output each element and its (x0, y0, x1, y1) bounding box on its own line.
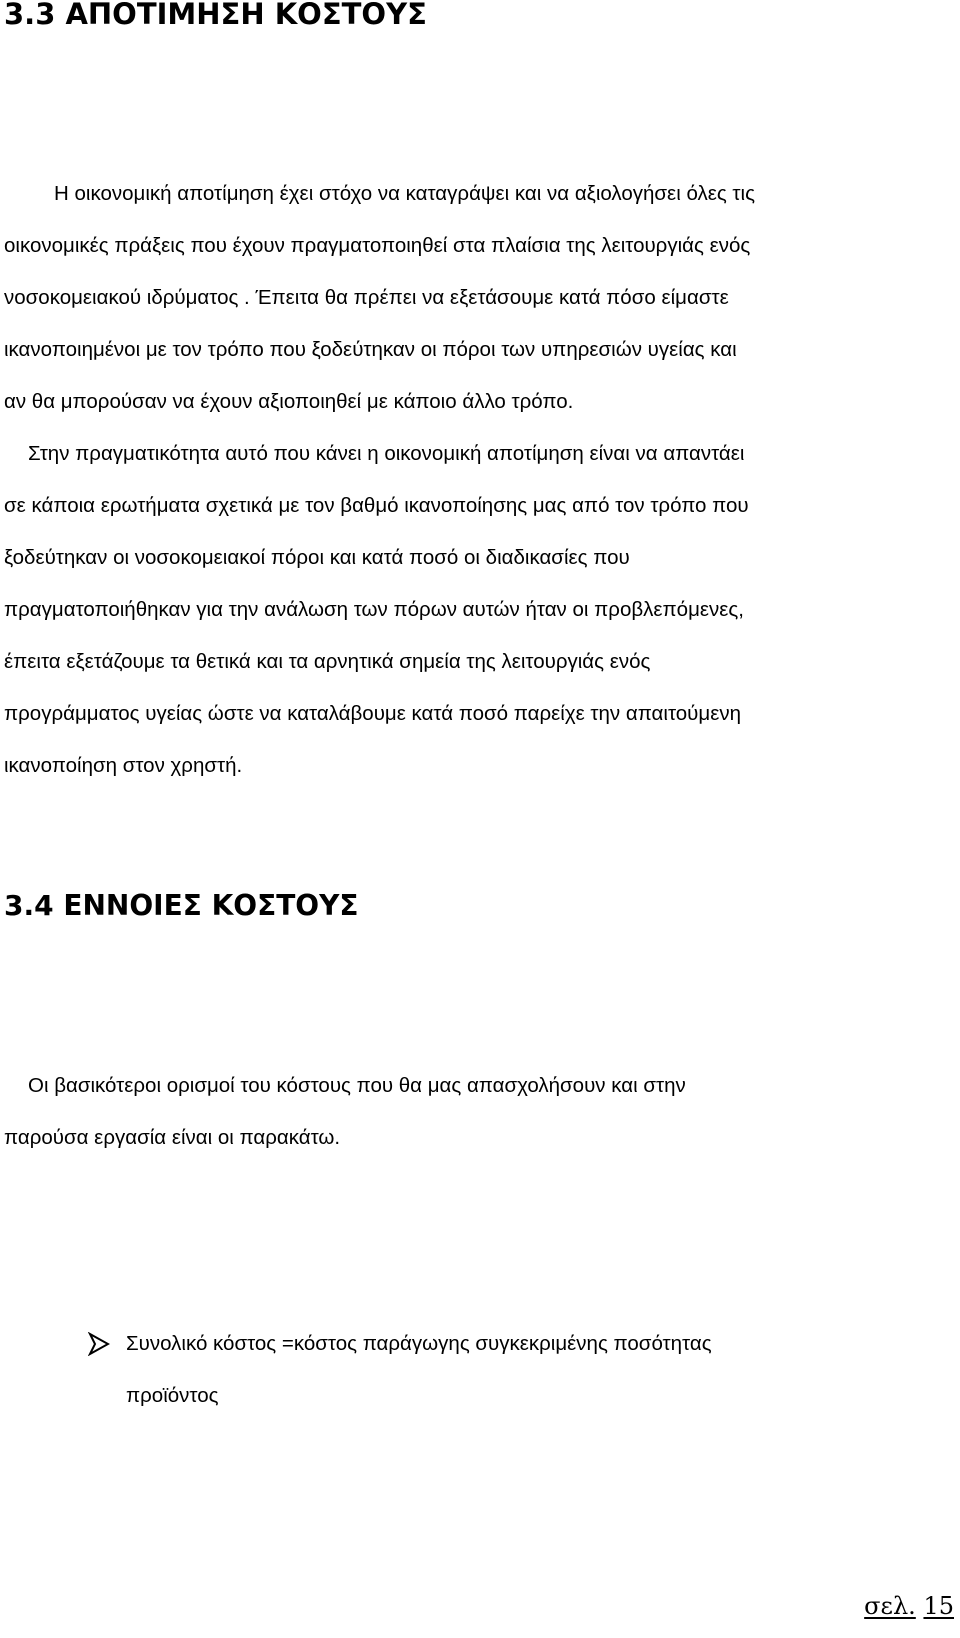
arrowhead-bullet-icon (88, 1332, 110, 1356)
paragraph-line: αν θα μπορούσαν να έχουν αξιοποιηθεί με κάποιο άλλο τρόπο. (4, 390, 574, 413)
bullet-line: προϊόντος (126, 1384, 219, 1407)
paragraph-line: πραγματοποιήθηκαν για την ανάλωση των πόρων αυτών ήταν οι προβλεπόμενες, (4, 598, 744, 621)
page-label: σελ. (864, 1592, 916, 1620)
page-number (864, 1590, 954, 1622)
section-3-3-paragraph-1 (4, 168, 956, 428)
paragraph-line: νοσοκομειακού ιδρύματος . Έπειτα θα πρέπει να εξετάσουμε κατά πόσο είμαστε (4, 286, 729, 309)
page-number-value: 15 (923, 1592, 954, 1620)
section-3-4-paragraph-1 (4, 1060, 956, 1164)
paragraph-line: έπειτα εξετάζουμε τα θετικά και τα αρνητικά σημεία της λειτουργιάς ενός (4, 650, 651, 673)
bullet-line: Συνολικό κόστος =κόστος παράγωγης συγκεκριμένης ποσότητας (126, 1332, 712, 1355)
paragraph-line: προγράμματος υγείας ώστε να καταλάβουμε κατά ποσό παρείχε την απαιτούμενη (4, 702, 741, 725)
paragraph-line: ξοδεύτηκαν οι νοσοκομειακοί πόροι και κατά ποσό οι διαδικασίες που (4, 546, 630, 569)
paragraph-line: παρούσα εργασία είναι οι παρακάτω. (4, 1126, 341, 1149)
bullet-text (126, 1318, 946, 1422)
section-3-3-heading: 3.3 ΑΠΟΤΙΜΗΣΗ ΚΟΣΤΟΥΣ (4, 0, 427, 31)
paragraph-line: Στην πραγματικότητα αυτό που κάνει η οικονομική αποτίμηση είναι να απαντάει (28, 442, 745, 465)
paragraph-line: ικανοποίηση στον χρηστή. (4, 754, 243, 777)
section-3-4-heading: 3.4 ΕΝΝΟΙΕΣ ΚΟΣΤΟΥΣ (4, 889, 359, 922)
paragraph-line: ικανοποιημένοι με τον τρόπο που ξοδεύτηκαν οι πόροι των υπηρεσιών υγείας και (4, 338, 737, 361)
section-3-3-paragraph-2 (4, 428, 956, 792)
paragraph-line: οικονομικές πράξεις που έχουν πραγματοποιηθεί στα πλαίσια της λειτουργιάς ενός (4, 234, 751, 257)
paragraph-line: σε κάποια ερωτήματα σχετικά με τον βαθμό ικανοποίησης μας από τον τρόπο που (4, 494, 749, 517)
paragraph-line: Οι βασικότεροι ορισμοί του κόστους που θα μας απασχολήσουν και στην (28, 1074, 686, 1097)
paragraph-line: Η οικονομική αποτίμηση έχει στόχο να καταγράψει και να αξιολογήσει όλες τις (54, 182, 755, 205)
